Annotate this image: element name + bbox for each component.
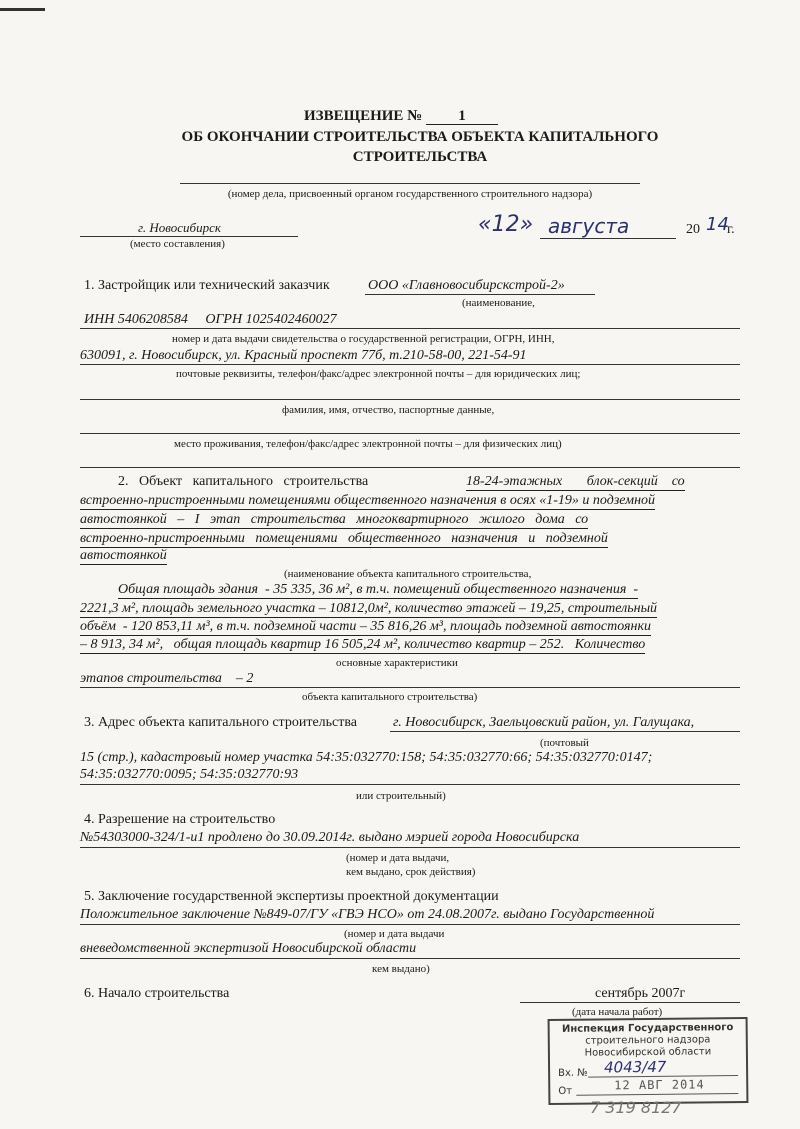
s5-line-2 — [80, 958, 740, 959]
s1-caption-3: почтовые реквизиты, телефон/факс/адрес электронной почты – для юридических лиц; — [176, 368, 581, 380]
s2-label: 2. Объект капитального строительства — [118, 474, 369, 489]
s3-address-3: 54:35:032770:0095; 54:35:032770:93 — [80, 767, 299, 782]
s1-address: 630091, г. Новосибирск, ул. Красный проспект 77б, т.210-58-00, 221-54-91 — [80, 348, 527, 363]
case-number-caption: (номер дела, присвоенный органом государственного строительного надзора) — [227, 188, 593, 200]
s2-object-5: автостоянкой — [80, 548, 167, 563]
s2-caption-1: (наименование объекта капитального строительства, — [284, 568, 532, 580]
s1-developer-name: ООО «Главновосибирскстрой-2» — [368, 278, 565, 293]
stamp-from-label: От — [558, 1085, 573, 1097]
s2-object-2: встроенно-пристроенными помещениями общественного назначения в осях «1-19» и подземной — [80, 493, 656, 508]
s1-name-line — [365, 294, 595, 295]
stamp-in-number: 4043/47 — [603, 1057, 667, 1077]
s2-char-3: объём - 120 853,11 м³, в т.ч. подземной части – 35 816,26 м³, площадь подземной автостоянки — [80, 619, 652, 634]
s5-value-1: Положительное заключение №849-07/ГУ «ГВЭ НСО» от 24.08.2007г. выдано Государственной — [80, 907, 655, 922]
inspection-stamp — [548, 1017, 749, 1105]
s1-caption-4: фамилия, имя, отчество, паспортные данные, — [282, 404, 495, 416]
s6-caption: (дата начала работ) — [572, 1006, 663, 1018]
s3-address-1: г. Новосибирск, Заельцовский район, ул. Галущака, — [393, 715, 695, 730]
s2-object-4: встроенно-пристроенными помещениями общественного назначения и подземной — [80, 531, 608, 546]
title-line-1 — [304, 108, 498, 125]
s4-label: 4. Разрешение на строительство — [84, 812, 276, 827]
place-value: г. Новосибирск — [138, 220, 221, 235]
s1-line-2 — [80, 328, 740, 329]
s2-caption-2: основные характеристики — [336, 657, 458, 669]
place-caption: (место составления) — [130, 238, 225, 250]
s3-label: 3. Адрес объекта капитального строительства — [84, 715, 358, 730]
scan-edge-mark — [0, 8, 45, 11]
s2-top-line — [80, 467, 740, 468]
s5-label: 5. Заключение государственной экспертизы проектной документации — [84, 889, 499, 904]
s3-line-1 — [390, 731, 740, 732]
date-month: августа — [548, 214, 630, 238]
s1-line-3 — [80, 364, 740, 365]
s6-label: 6. Начало строительства — [84, 986, 230, 1001]
s1-inn-ogrn: ИНН 5406208584 ОГРН 1025402460027 — [84, 312, 337, 327]
s6-line — [520, 1002, 740, 1003]
stamp-from-line — [576, 1093, 738, 1096]
s4-line — [80, 847, 740, 848]
s3-caption-2: или строительный) — [356, 790, 446, 802]
s3-caption-1: (почтовый — [540, 737, 589, 749]
title-prefix: ИЗВЕЩЕНИЕ № — [304, 108, 423, 124]
case-number-line — [180, 183, 640, 184]
stamp-in-label: Вх. № — [558, 1067, 588, 1079]
s2-char-4: – 8 913, 34 м², общая площадь квартир 16 505,24 м², количество квартир – 252. Количество — [80, 637, 646, 652]
s1-line-4 — [80, 399, 740, 400]
stamp-line-3: Новосибирской области — [584, 1046, 712, 1059]
stamp-in-row — [558, 1057, 738, 1079]
s2-object-1: 18-24-этажных блок-секций со — [466, 474, 685, 489]
s3-address-2: 15 (стр.), кадастровый номер участка 54:35:032770:158; 54:35:032770:66; 54:35:032770:0147; — [80, 750, 653, 765]
date-month-line — [540, 238, 676, 239]
stamp-from-row — [558, 1079, 738, 1097]
s1-label: 1. Застройщик или технический заказчик — [84, 278, 330, 293]
stamp-from-date: 12 АВГ 2014 — [614, 1077, 705, 1093]
s4-permit: №54303000-324/1-и1 продлено до 30.09.2014г. выдано мэрией города Новосибирска — [80, 830, 580, 845]
s4-caption-2: кем выдано, срок действия) — [346, 866, 476, 878]
s2-object-3: автостоянкой – I этап строительства многоквартирного жилого дома со — [80, 512, 589, 527]
notice-number: 1 — [426, 108, 498, 125]
place-line — [80, 236, 298, 237]
s2-char-2: 2221,3 м², площадь земельного участка – 10812,0м², количество этажей – 19,25, строительный — [80, 601, 658, 616]
title-line-3: СТРОИТЕЛЬСТВА — [352, 149, 488, 165]
stamp-line-1: Инспекция Государственного — [561, 1022, 734, 1035]
s1-caption-2: номер и дата выдачи свидетельства о государственной регистрации, ОГРН, ИНН, — [172, 333, 555, 345]
s2-char-5-line — [80, 687, 740, 688]
s2-char-5: этапов строительства – 2 — [80, 671, 254, 686]
s3-line-2 — [80, 784, 740, 785]
s5-caption-1: (номер и дата выдачи — [344, 928, 445, 940]
s2-caption-3: объекта капитального строительства) — [302, 691, 478, 703]
s1-caption-1: (наименование, — [462, 297, 535, 309]
s4-caption-1: (номер и дата выдачи, — [346, 852, 450, 864]
stamp-handwritten-number: 7 319 8127 — [590, 1098, 682, 1117]
s5-line-1 — [80, 924, 740, 925]
date-day: «12» — [478, 212, 534, 237]
date-year-prefix: 20 — [686, 222, 700, 237]
s6-start-date: сентябрь 2007г — [595, 986, 686, 1001]
s5-value-2: вневедомственной экспертизой Новосибирской области — [80, 941, 417, 956]
date-year-suffix: 14 — [706, 214, 729, 235]
s5-caption-2: кем выдано) — [372, 963, 430, 975]
s1-line-5 — [80, 433, 740, 434]
title-line-2: ОБ ОКОНЧАНИИ СТРОИТЕЛЬСТВА ОБЪЕКТА КАПИТАЛЬНОГО — [181, 129, 659, 145]
date-year-end: г. — [727, 222, 735, 237]
s2-char-1: Общая площадь здания - 35 335, 36 м², в т.ч. помещений общественного назначения - — [118, 582, 639, 597]
s1-caption-5: место проживания, телефон/факс/адрес электронной почты – для физических лиц) — [174, 438, 562, 450]
stamp-line-2: строительного надзора — [585, 1034, 711, 1047]
